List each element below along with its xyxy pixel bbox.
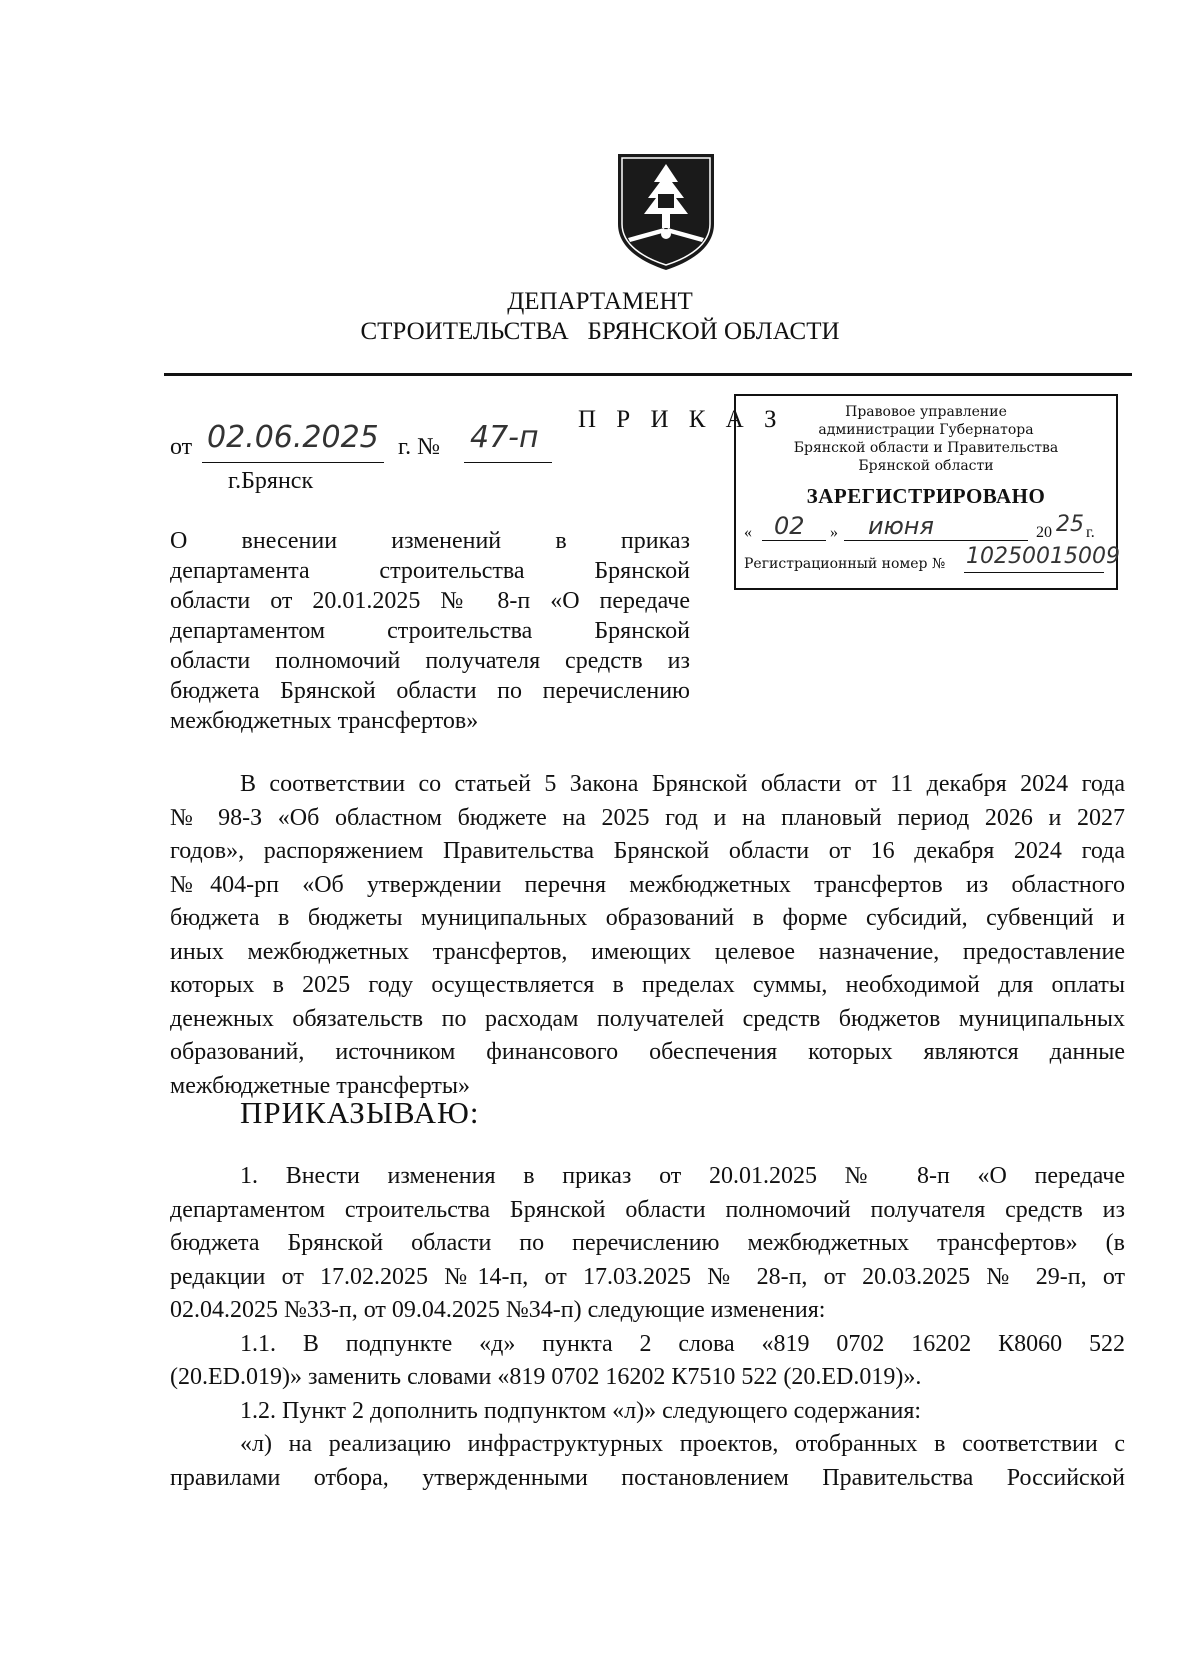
preamble-line: № 98-З «Об областном бюджете на 2025 год и на плановый период 2026 и 2027 xyxy=(170,804,1125,831)
stamp-line3: Брянской области и Правительства xyxy=(793,440,1059,456)
preamble-line: годов», распоряжением Правительства Брянской области от 16 декабря 2024 года xyxy=(170,838,1125,864)
order-subject xyxy=(170,526,690,736)
preamble xyxy=(170,768,1125,1103)
order-date-label: от xyxy=(170,434,193,460)
preamble-line: межбюджетные трансферты» xyxy=(170,1072,470,1099)
preamble-line: образований, источником финансового обеспечения которых являются данные xyxy=(170,1039,1125,1065)
subject-line: области полномочий получателя средств из xyxy=(170,648,690,674)
preamble-line: бюджета в бюджеты муниципальных образований в форме субсидий, субвенций и xyxy=(170,905,1125,931)
stamp-regno-handwritten: 10250015009 xyxy=(966,544,1120,569)
subject-line: межбюджетных трансфертов» xyxy=(170,708,479,734)
stamp-year-handwritten: 25 xyxy=(1056,512,1084,537)
subject-line: департамента строительства Брянской xyxy=(170,558,690,584)
order-number-handwritten: 47-п xyxy=(470,420,539,455)
stamp-quote-close: » xyxy=(830,524,838,541)
department-title-line1: ДЕПАРТАМЕНТ xyxy=(507,288,693,315)
order-date-handwritten: 02.06.2025 xyxy=(207,420,379,455)
order-command: ПРИКАЗЫВАЮ: xyxy=(240,1095,480,1130)
department-title-line2: СТРОИТЕЛЬСТВА БРЯНСКОЙ ОБЛАСТИ xyxy=(360,318,840,345)
stamp-line1: Правовое управление xyxy=(845,404,1007,420)
item-line: редакции от 17.02.2025 №14-п, от 17.03.2025 № 28-п, от 20.03.2025 № 29-п, от xyxy=(170,1263,1125,1290)
order-items xyxy=(170,1160,1125,1495)
subject-line: бюджета Брянской области по перечислению xyxy=(170,678,690,704)
stamp-regno-underline xyxy=(964,572,1104,573)
stamp-month-underline xyxy=(844,540,1028,541)
subject-line: О внесении изменений в приказ xyxy=(170,528,690,554)
order-number-label: г. № xyxy=(398,434,441,460)
subject-line: области от 20.01.2025 № 8-п «О передаче xyxy=(170,588,690,614)
order-city: г.Брянск xyxy=(228,468,314,494)
item-line: 1.2. Пункт 2 дополнить подпунктом «л)» следующего содержания: xyxy=(240,1397,922,1424)
stamp-line2: администрации Губернатора xyxy=(818,422,1034,438)
preamble-line: В соответствии со статьей 5 Закона Брянской области от 11 декабря 2024 года xyxy=(240,771,1125,797)
bryansk-coat-of-arms-icon xyxy=(614,152,718,272)
preamble-line: иных межбюджетных трансфертов, имеющих целевое назначение, предоставление xyxy=(170,938,1125,965)
item-line: 1.1. В подпункте «д» пункта 2 слова «819 0702 16202 К8060 522 xyxy=(240,1330,1125,1357)
registration-stamp xyxy=(734,394,1118,590)
stamp-year-suffix: г. xyxy=(1086,524,1095,541)
order-title: П Р И К А З xyxy=(578,406,784,433)
preamble-line: которых в 2025 году осуществляется в пределах суммы, необходимой для оплаты xyxy=(170,972,1125,998)
subject-line: департаментом строительства Брянской xyxy=(170,618,690,644)
preamble-line: №404-рп «Об утверждении перечня межбюджетных трансфертов из областного xyxy=(170,871,1125,898)
item-line: (20.ED.019)» заменить словами «819 0702 16202 К7510 522 (20.ED.019)». xyxy=(170,1364,922,1390)
preamble-line: денежных обязательств по расходам получателей средств бюджетов муниципальных xyxy=(170,1005,1125,1032)
stamp-line4: Брянской области xyxy=(858,458,994,474)
order-date-underline xyxy=(202,462,384,463)
stamp-day-handwritten: 02 xyxy=(774,512,805,540)
stamp-year-prefix: 20 xyxy=(1036,524,1052,541)
stamp-regno-label: Регистрационный номер № xyxy=(744,556,946,572)
stamp-day-underline xyxy=(762,540,826,541)
item-line: 1. Внести изменения в приказ от 20.01.2025 № 8-п «О передаче xyxy=(240,1163,1125,1189)
stamp-month-handwritten: июня xyxy=(868,512,934,540)
item-line: «л) на реализацию инфраструктурных проектов, отобранных в соответствии с xyxy=(240,1431,1125,1457)
item-line: бюджета Брянской области по перечислению межбюджетных трансфертов» (в xyxy=(170,1230,1125,1256)
stamp-quote-open: « xyxy=(744,524,752,541)
order-number-underline xyxy=(464,462,552,463)
header-divider xyxy=(164,373,1132,376)
item-line: 02.04.2025 №33-п, от 09.04.2025 №34-п) следующие изменения: xyxy=(170,1297,826,1323)
stamp-registered: ЗАРЕГИСТРИРОВАНО xyxy=(806,484,1046,508)
item-line: департаментом строительства Брянской области полномочий получателя средств из xyxy=(170,1196,1125,1223)
item-line: правилами отбора, утвержденными постановлением Правительства Российской xyxy=(170,1464,1125,1491)
